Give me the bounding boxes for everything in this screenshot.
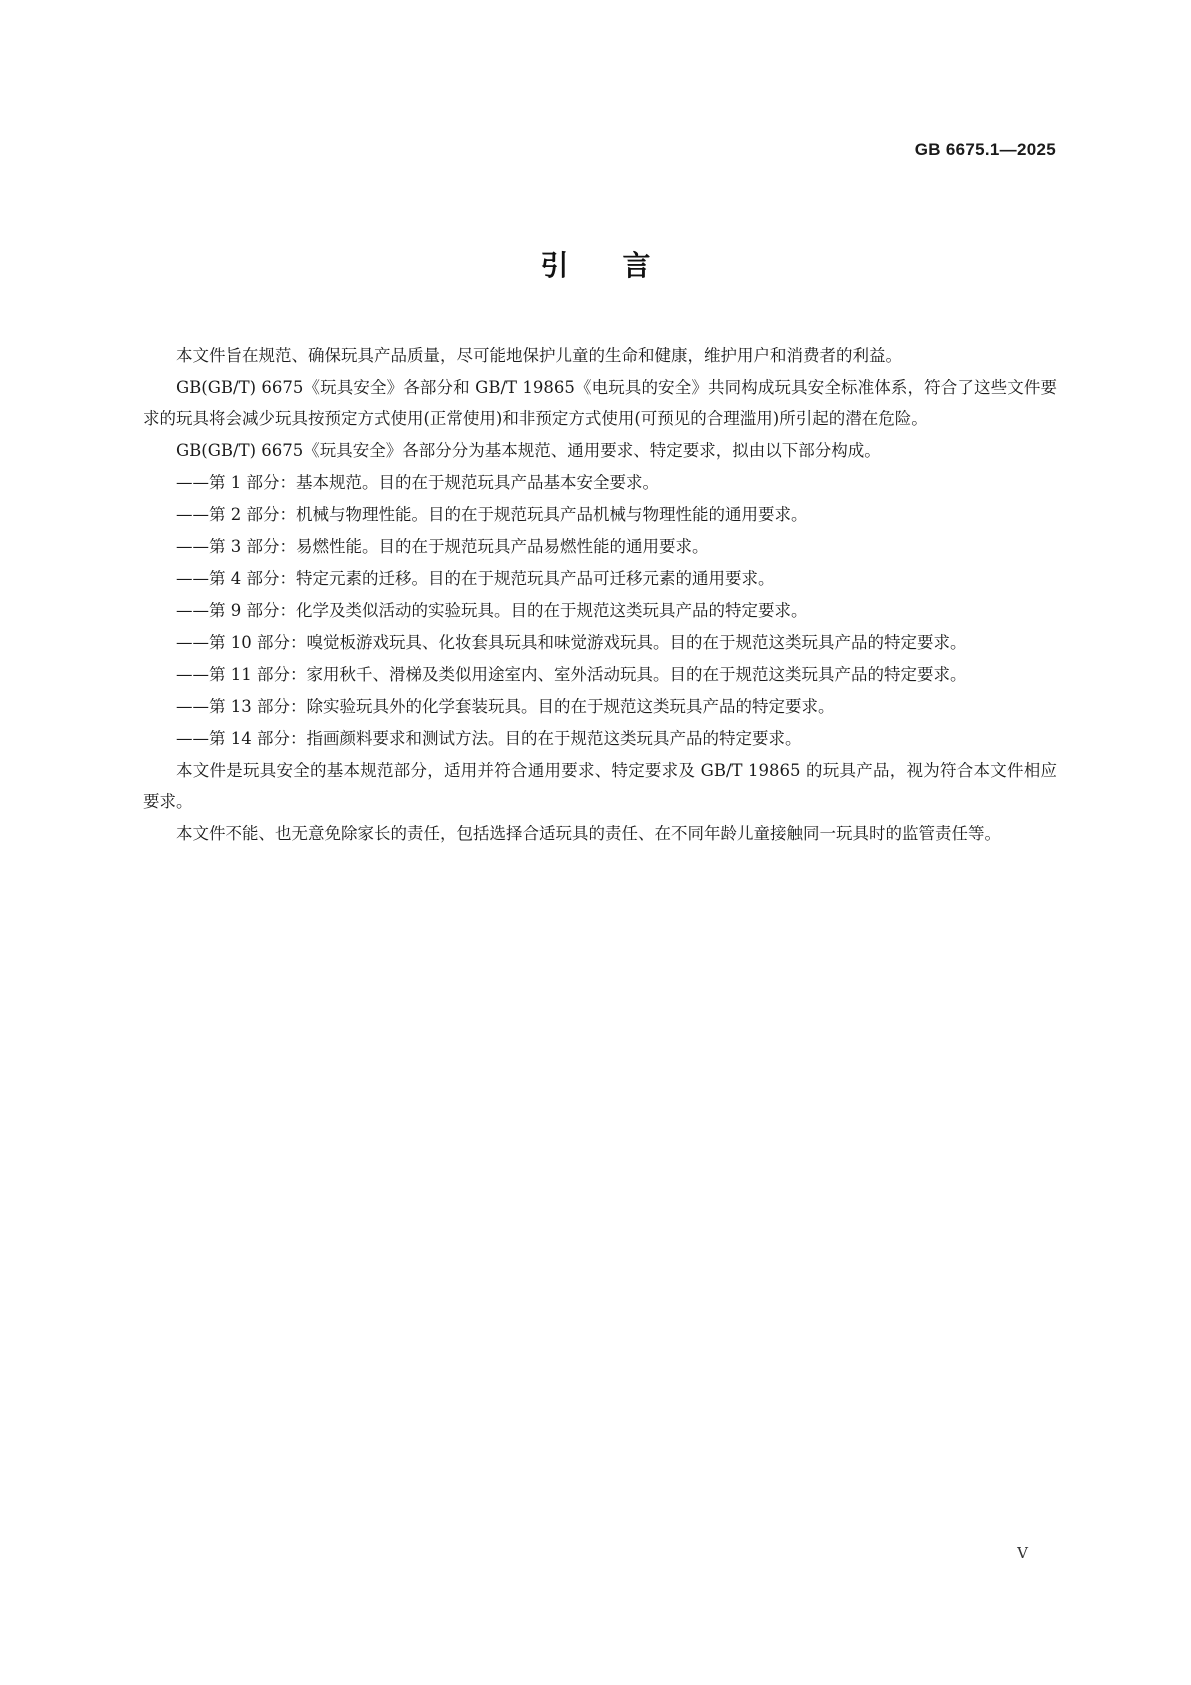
part-list-item: ——第 2 部分：机械与物理性能。目的在于规范玩具产品机械与物理性能的通用要求。 [176,505,808,524]
part-list-item: ——第 14 部分：指画颜料要求和测试方法。目的在于规范这类玩具产品的特定要求。 [176,729,802,748]
part-list-item: ——第 4 部分：特定元素的迁移。目的在于规范玩具产品可迁移元素的通用要求。 [176,569,775,588]
intro-paragraph: GB(GB/T) 6675《玩具安全》各部分和 GB/T 19865《电玩具的安全》共同构成玩具安全标准体系，符合了这些文件要求的玩具将会减少玩具按预定方式使用(正常使用)和非预定方式使用(可预见的合理滥用)所引起的潜在危险。 [143,378,1057,428]
closing-paragraph: 本文件是玩具安全的基本规范部分，适用并符合通用要求、特定要求及 GB/T 19865 的玩具产品，视为符合本文件相应要求。 [143,761,1057,811]
part-list-item: ——第 1 部分：基本规范。目的在于规范玩具产品基本安全要求。 [176,473,659,492]
part-list-item: ——第 13 部分：除实验玩具外的化学套装玩具。目的在于规范这类玩具产品的特定要求。 [176,697,835,716]
page-number: V [1017,1544,1028,1562]
intro-paragraph: GB(GB/T) 6675《玩具安全》各部分分为基本规范、通用要求、特定要求，拟由以下部分构成。 [176,441,881,460]
part-list-item: ——第 10 部分：嗅觉板游戏玩具、化妆套具玩具和味觉游戏玩具。目的在于规范这类玩具产品的特定要求。 [176,633,967,652]
part-list-item: ——第 9 部分：化学及类似活动的实验玩具。目的在于规范这类玩具产品的特定要求。 [176,601,808,620]
closing-paragraph: 本文件不能、也无意免除家长的责任，包括选择合适玩具的责任、在不同年龄儿童接触同一玩具时的监管责任等。 [176,824,1001,843]
document-body [143,340,1057,850]
part-list-item: ——第 11 部分：家用秋千、滑梯及类似用途室内、室外活动玩具。目的在于规范这类玩具产品的特定要求。 [176,665,967,684]
intro-paragraph: 本文件旨在规范、确保玩具产品质量，尽可能地保护儿童的生命和健康，维护用户和消费者的利益。 [176,346,902,365]
standard-code: GB 6675.1—2025 [914,140,1056,159]
part-list-item: ——第 3 部分：易燃性能。目的在于规范玩具产品易燃性能的通用要求。 [176,537,709,556]
page-title: 引言 [540,249,705,282]
